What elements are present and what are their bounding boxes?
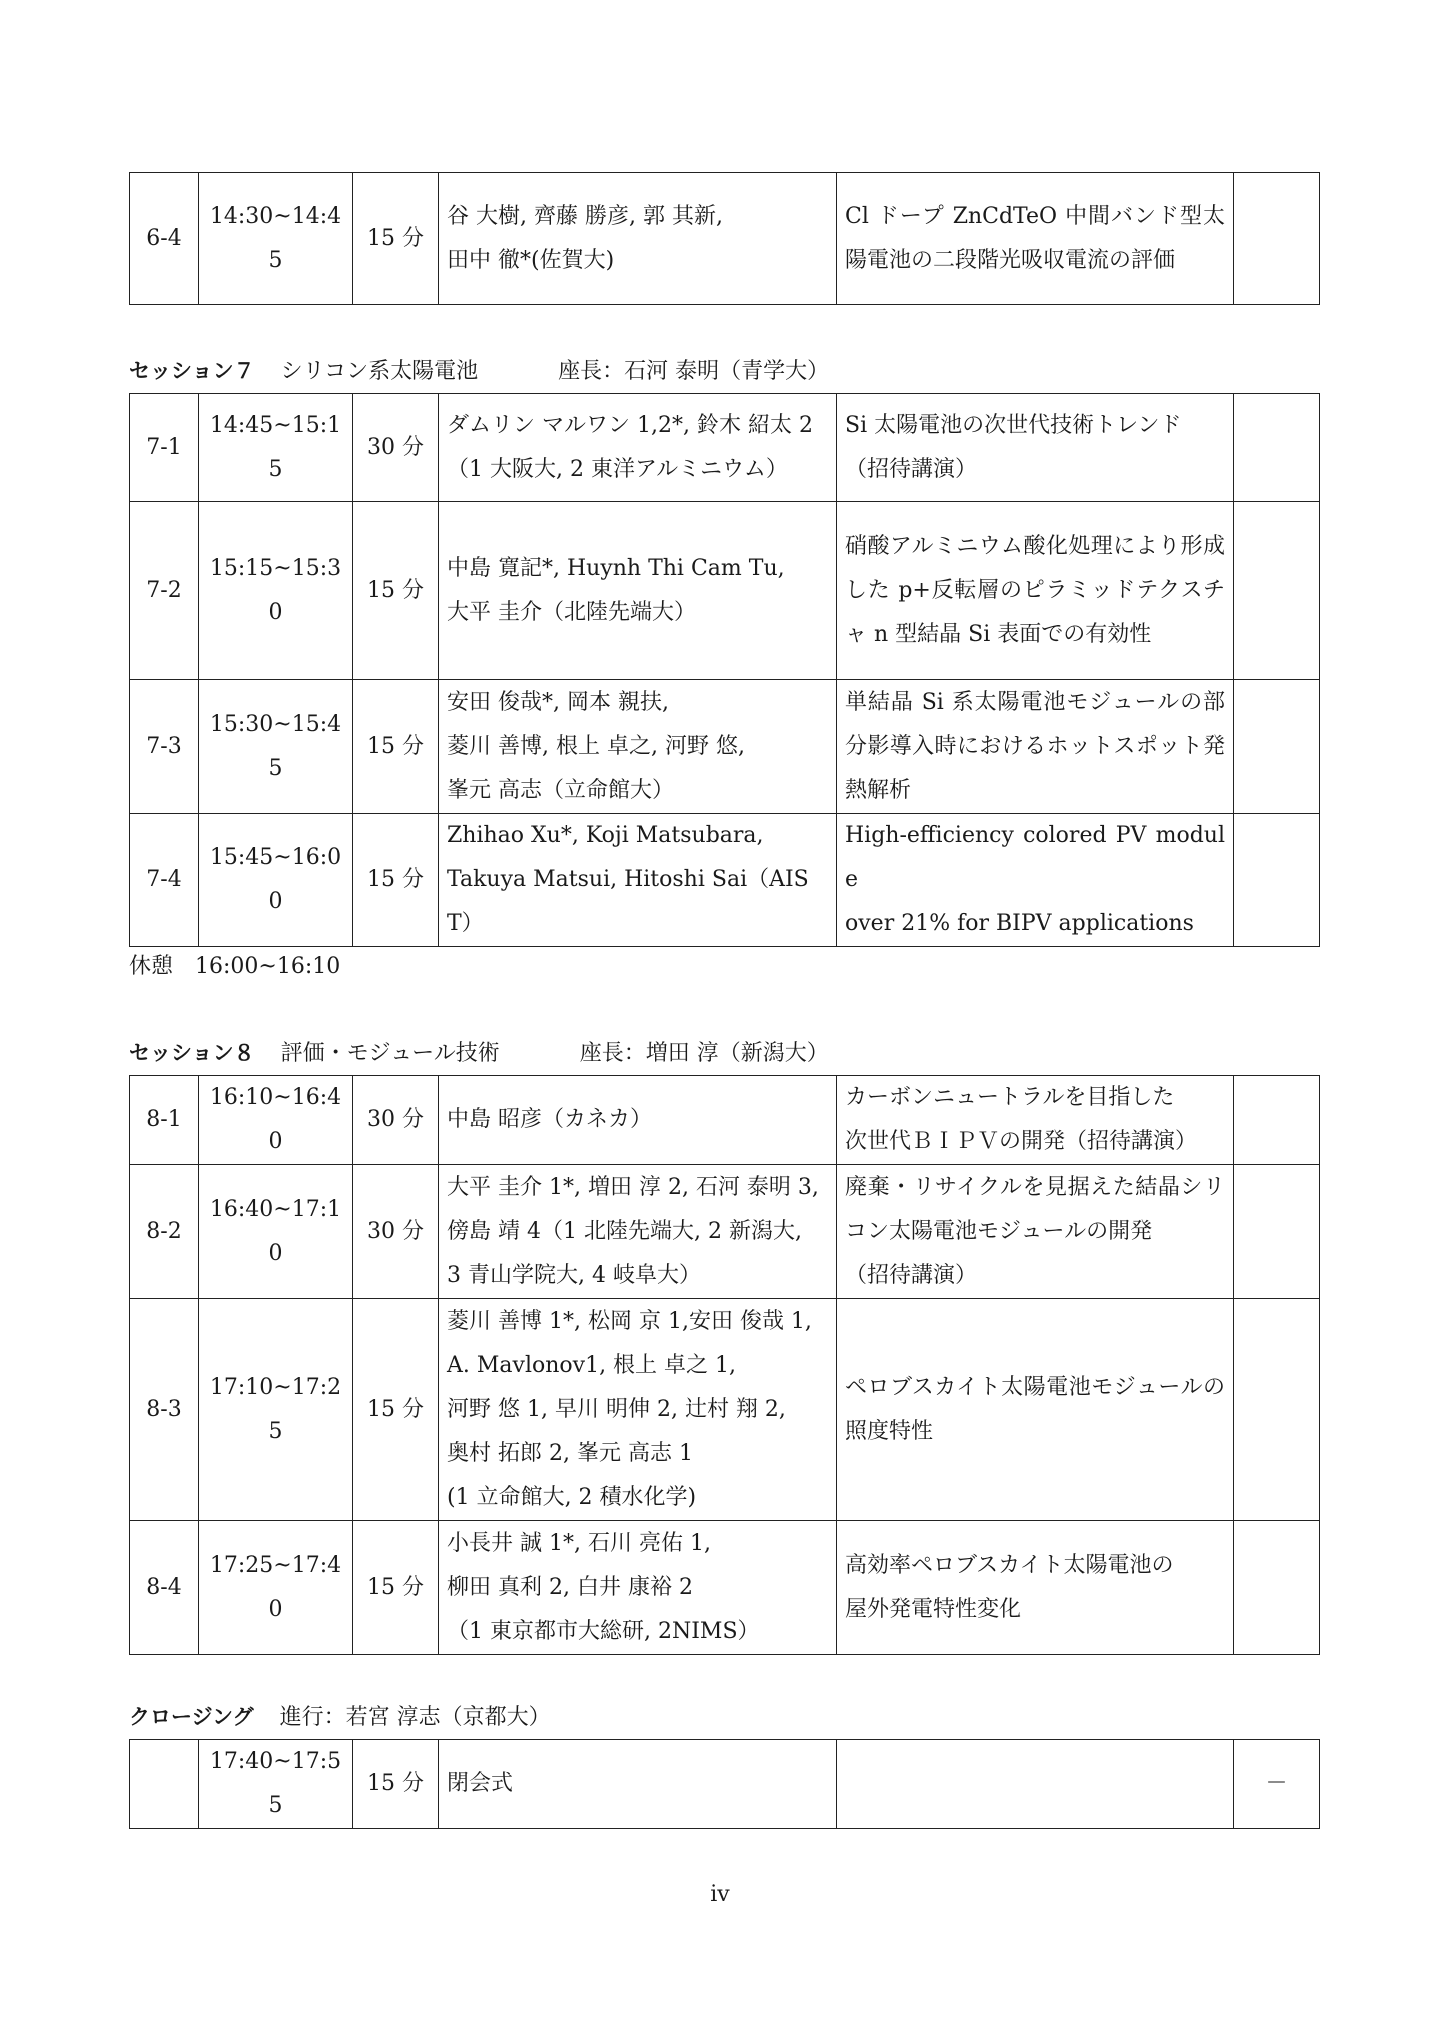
talk-number: 6-4 (130, 173, 199, 305)
talk-mark (1234, 814, 1320, 947)
talk-duration: 30 分 (353, 1076, 439, 1165)
session7-table (129, 393, 1320, 947)
session8-table (129, 1075, 1320, 1655)
talk-mark (1234, 394, 1320, 502)
talk-mark (1234, 1165, 1320, 1299)
talk-authors: 小長井 誠 1*, 石川 亮佑 1, 柳田 真利 2, 白井 康裕 2 （1 東京都市大総研, 2NIMS） (439, 1521, 837, 1655)
talk-title: 単結晶 Si 系太陽電池モジュールの部分影導入時におけるホットスポット発熱解析 (837, 680, 1234, 814)
talk-number: 7-3 (130, 680, 199, 814)
table-row (130, 1740, 1320, 1829)
talk-time: 14:30~14:45 (199, 173, 353, 305)
talk-number (130, 1740, 199, 1829)
talk-title: 高効率ペロブスカイト太陽電池の 屋外発電特性変化 (837, 1521, 1234, 1655)
talk-duration: 15 分 (353, 1740, 439, 1829)
talk-number: 8-4 (130, 1521, 199, 1655)
table-row (130, 173, 1320, 305)
table-row (130, 1521, 1320, 1655)
talk-duration: 15 分 (353, 502, 439, 680)
talk-number: 8-2 (130, 1165, 199, 1299)
table-row (130, 502, 1320, 680)
talk-authors: 中島 寛記*, Huynh Thi Cam Tu, 大平 圭介（北陸先端大） (439, 502, 837, 680)
talk-authors: ダムリン マルワン 1,2*, 鈴木 紹太 2 （1 大阪大, 2 東洋アルミニウム） (439, 394, 837, 502)
talk-duration: 30 分 (353, 394, 439, 502)
talk-mark (1234, 680, 1320, 814)
talk-title: ペロブスカイト太陽電池モジュールの照度特性 (837, 1299, 1234, 1521)
talk-mark (1234, 173, 1320, 305)
talk-mark (1234, 1076, 1320, 1165)
break-info (129, 952, 340, 982)
talk-duration: 15 分 (353, 814, 439, 947)
session-label: セッション８ (129, 1041, 255, 1065)
talk-mark: － (1234, 1740, 1320, 1829)
talk-authors: 菱川 善博 1*, 松岡 京 1,安田 俊哉 1, A. Mavlonov1, 根上 卓之 1, 河野 悠 1, 早川 明伸 2, 辻村 翔 2, 奥村 拓郎 2, 峯元 高志 1 (1 立命館大, 2 積水化学) (439, 1299, 837, 1521)
talk-authors: 安田 俊哉*, 岡本 親扶, 菱川 善博, 根上 卓之, 河野 悠, 峯元 高志（立命館大） (439, 680, 837, 814)
talk-number: 7-2 (130, 502, 199, 680)
table-row (130, 1165, 1320, 1299)
closing-label: クロージング (129, 1705, 254, 1729)
talk-title (837, 1740, 1234, 1829)
table-row (130, 394, 1320, 502)
table-row (130, 680, 1320, 814)
talk-duration: 15 分 (353, 1521, 439, 1655)
session6-table (129, 172, 1320, 305)
session-chair: 座長：増田 淳（新潟大） (579, 1041, 829, 1066)
session-chair: 座長：石河 泰明（青学大） (558, 359, 830, 384)
table-row (130, 1076, 1320, 1165)
page-number: iv (710, 1882, 730, 1907)
session-topic: シリコン系太陽電池 (280, 359, 479, 384)
talk-time: 14:45~15:15 (199, 394, 353, 502)
talk-mark (1234, 1521, 1320, 1655)
talk-authors: Zhihao Xu*, Koji Matsubara, Takuya Matsui, Hitoshi Sai（AIST） (439, 814, 837, 947)
talk-authors: 閉会式 (439, 1740, 837, 1829)
talk-duration: 15 分 (353, 680, 439, 814)
talk-time: 16:40~17:10 (199, 1165, 353, 1299)
table-row (130, 1299, 1320, 1521)
talk-number: 7-1 (130, 394, 199, 502)
talk-title: カーボンニュートラルを目指した 次世代ＢＩＰＶの開発（招待講演） (837, 1076, 1234, 1165)
talk-number: 8-1 (130, 1076, 199, 1165)
talk-time: 15:45~16:00 (199, 814, 353, 947)
talk-time: 15:30~15:45 (199, 680, 353, 814)
session-topic: 評価・モジュール技術 (280, 1041, 500, 1066)
talk-number: 8-3 (130, 1299, 199, 1521)
talk-duration: 30 分 (353, 1165, 439, 1299)
closing-host: 進行：若宮 淳志（京都大） (279, 1705, 551, 1730)
talk-title: 硝酸アルミニウム酸化処理により形成した p+反転層のピラミッドテクスチャ n 型結晶 Si 表面での有効性 (837, 502, 1234, 680)
talk-authors: 大平 圭介 1*, 増田 淳 2, 石河 泰明 3, 傍島 靖 4（1 北陸先端大, 2 新潟大, 3 青山学院大, 4 岐阜大） (439, 1165, 837, 1299)
talk-time: 17:40~17:55 (199, 1740, 353, 1829)
talk-title: Si 太陽電池の次世代技術トレンド （招待講演） (837, 394, 1234, 502)
break-label: 休憩 (129, 954, 174, 979)
talk-time: 16:10~16:40 (199, 1076, 353, 1165)
session-label: セッション７ (129, 359, 255, 383)
talk-title: High-efficiency colored PV module over 21% for BIPV applications (837, 814, 1234, 947)
talk-time: 17:10~17:25 (199, 1299, 353, 1521)
talk-duration: 15 分 (353, 173, 439, 305)
talk-authors: 谷 大樹, 齊藤 勝彦, 郭 其新, 田中 徹*(佐賀大) (439, 173, 837, 305)
talk-title: 廃棄・リサイクルを見据えた結晶シリコン太陽電池モジュールの開発 （招待講演） (837, 1165, 1234, 1299)
talk-title: Cl ドープ ZnCdTeO 中間バンド型太陽電池の二段階光吸収電流の評価 (837, 173, 1234, 305)
closing-heading (129, 1702, 551, 1733)
talk-duration: 15 分 (353, 1299, 439, 1521)
break-time: 16:00~16:10 (195, 954, 341, 979)
talk-mark (1234, 1299, 1320, 1521)
talk-time: 15:15~15:30 (199, 502, 353, 680)
session7-heading (129, 356, 829, 387)
table-row (130, 814, 1320, 947)
session8-heading (129, 1038, 829, 1069)
talk-number: 7-4 (130, 814, 199, 947)
closing-table (129, 1739, 1320, 1829)
talk-authors: 中島 昭彦（カネカ） (439, 1076, 837, 1165)
talk-mark (1234, 502, 1320, 680)
talk-time: 17:25~17:40 (199, 1521, 353, 1655)
